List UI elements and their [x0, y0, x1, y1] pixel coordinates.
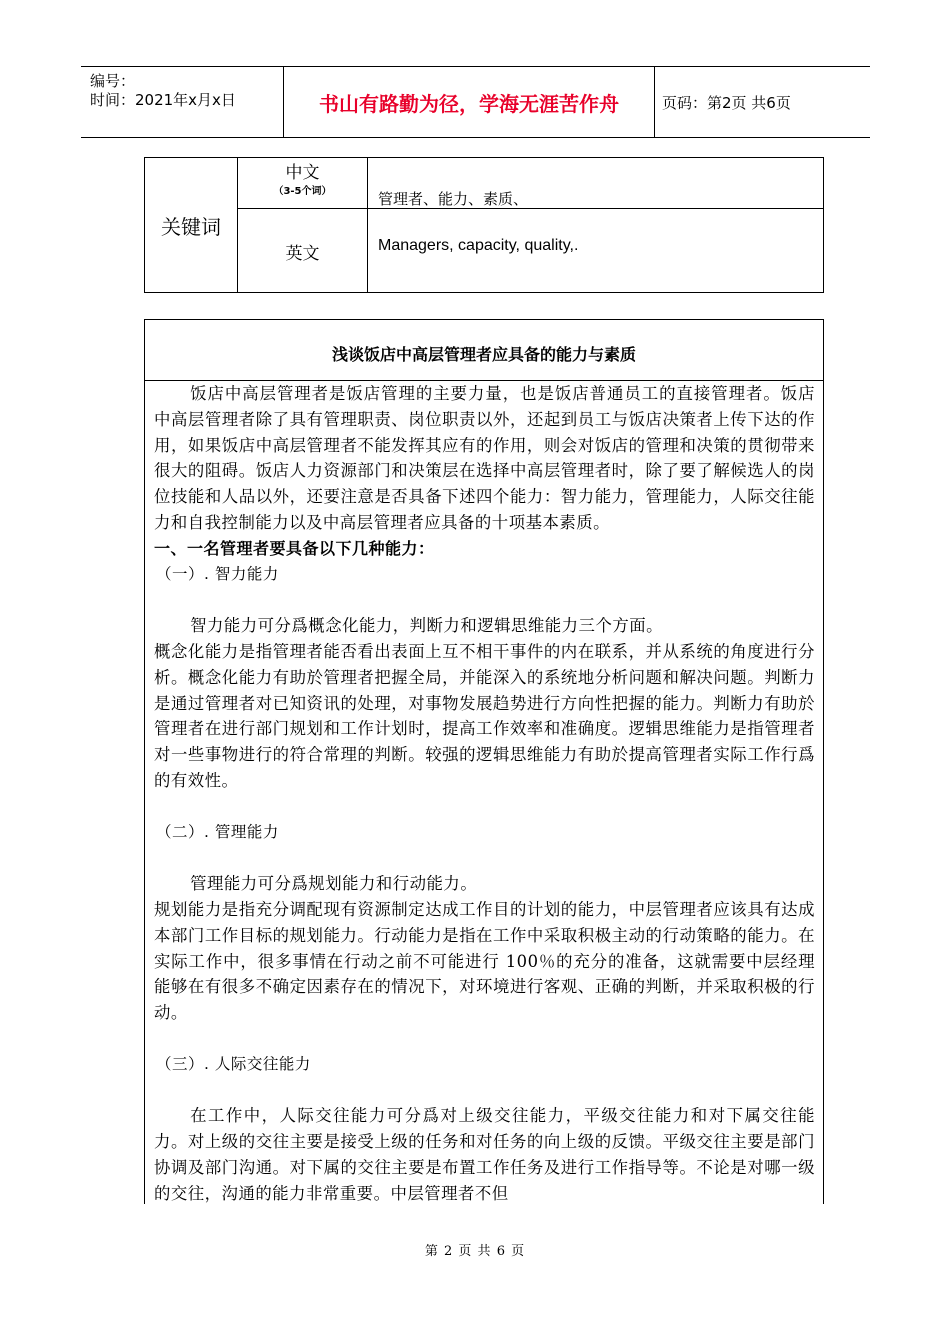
section-heading: 一、一名管理者要具备以下几种能力：	[154, 538, 435, 558]
subsection-heading: （一）. 智力能力	[156, 564, 279, 583]
subsection-heading: （三）. 人际交往能力	[156, 1054, 311, 1073]
article-box	[144, 319, 824, 1204]
intro-paragraph: 饭店中高层管理者是饭店管理的主要力量，也是饭店普通员工的直接管理者。饭店中高层管理者除了具有管理职责、岗位职责以外，还起到员工与饭店决策者上传下达的作用，如果饭店中高层管理者不能发挥其应有的作用，则会对饭店的管理和决策的贯彻带来很大的阻碍。饭店人力资源部门和决策层在选择中高层管理者时，除了要了解候选人的岗位技能和人品以外，还要注意是否具备下述四个能力：智力能力，管理能力，人际交往能力和自我控制能力以及中高层管理者应具备的十项基本素质。	[154, 384, 815, 532]
header-meta	[90, 72, 236, 110]
subsection-heading: （二）. 管理能力	[156, 822, 279, 841]
keywords-english-value: Managers, capacity, quality,.	[378, 237, 579, 254]
paragraph: 管理能力可分爲规划能力和行动能力。	[190, 874, 478, 894]
header-divider	[654, 67, 655, 137]
article-title: 浅谈饭店中高层管理者应具备的能力与素质	[331, 344, 636, 364]
keywords-chinese-title: 中文	[285, 163, 320, 183]
keywords-chinese-note: （3-5个词）	[273, 186, 332, 197]
keywords-chinese-value: 管理者、能力、素质、	[378, 190, 529, 208]
paragraph: 概念化能力是指管理者能否看出表面上互不相干事件的内在联系，并从系统的角度进行分析。概念化能力有助於管理者把握全局，并能深入的系统地分析问题和解决问题。判断力是通过管理者对已知资讯的处理，对事物发展趋势进行方向性把握的能力。判断力有助於管理者在进行部门规划和工作计划时，提高工作效率和准确度。逻辑思维能力是指管理者对一些事物进行的符合常理的判断。较强的逻辑思维能力有助於提高管理者实际工作行爲的有效性。	[154, 641, 815, 790]
paragraph: 在工作中，人际交往能力可分爲对上级交往能力，平级交往能力和对下属交往能力。对上级的交往主要是接受上级的任务和对任务的向上级的反馈。平级交往主要是部门协调及部门沟通。对下属的交往主要是布置工作任务及进行工作指导等。不论是对哪一级的交往，沟通的能力非常重要。中层管理者不但	[154, 1106, 815, 1203]
page-footer: 第 2 页 共 6 页	[424, 1244, 526, 1259]
article-body	[154, 381, 815, 1204]
page-header	[81, 66, 870, 138]
keywords-table	[144, 157, 824, 293]
header-page-info: 页码：第2页 共6页	[662, 93, 791, 112]
header-code-label: 编号：	[90, 72, 136, 90]
keywords-chinese-header	[238, 162, 367, 200]
header-time-label: 时间：2021年x月x日	[90, 91, 236, 109]
keywords-english-title: 英文	[285, 243, 320, 264]
header-motto: 书山有路勤为径，学海无涯苦作舟	[319, 91, 619, 116]
table-divider	[367, 158, 368, 292]
keywords-label: 关键词	[161, 214, 221, 239]
paragraph: 智力能力可分爲概念化能力，判断力和逻辑思维能力三个方面。	[190, 616, 664, 636]
paragraph: 规划能力是指充分调配现有资源制定达成工作目的计划的能力，中层管理者应该具有达成本部门工作目标的规划能力。行动能力是指在工作中采取积极主动的行动策略的能力。在实际工作中，很多事情在行动之前不可能进行 100％的充分的准备，这就需要中层经理能够在有很多不确定因素存在的情况下，对环境进行客观、正确的判断，并采取积极的行动。	[154, 899, 815, 1023]
